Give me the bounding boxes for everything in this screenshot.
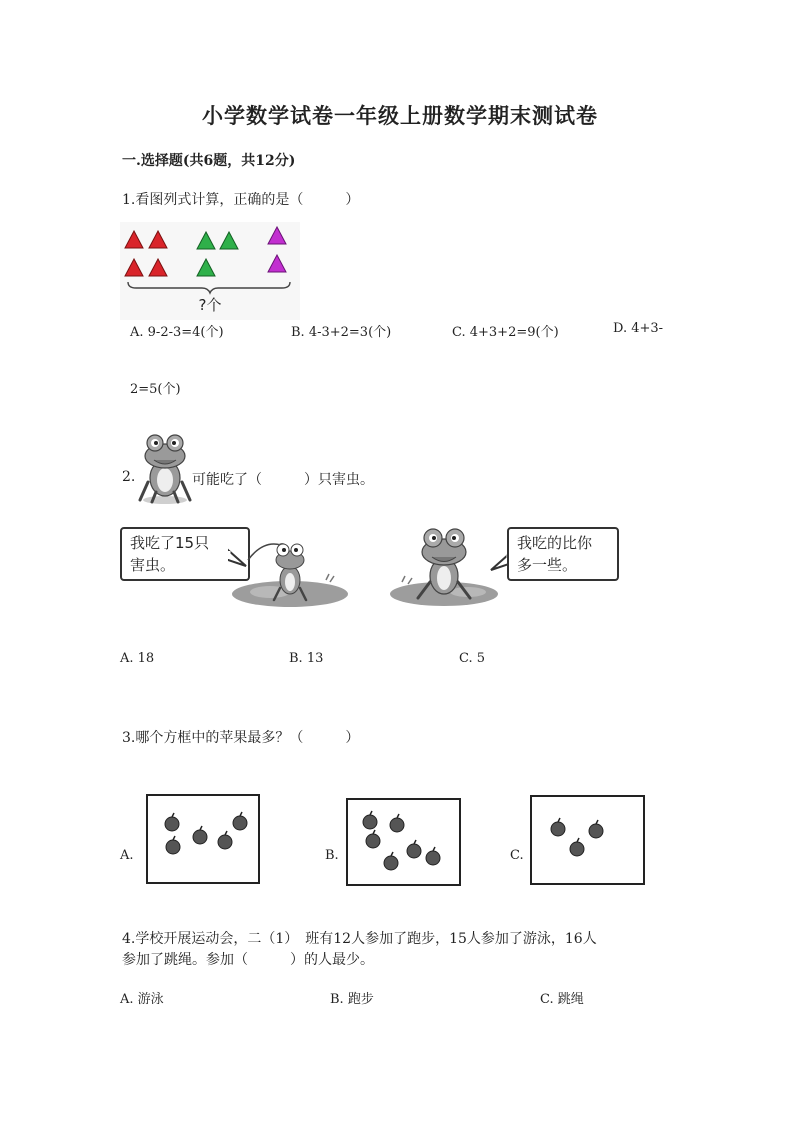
q1-option-a[interactable]: A. 9-2-3=4(个) (130, 325, 224, 340)
apple-box-a[interactable] (146, 794, 260, 884)
q4-option-a[interactable]: A. 游泳 (120, 992, 164, 1007)
apple-icon (384, 852, 398, 870)
bubble-left-line-2: 害虫。 (130, 556, 176, 574)
bubble-right-line-1: 我吃的比你 (517, 534, 593, 552)
question-3-text: 3.哪个方框中的苹果最多？（ ） (122, 730, 360, 746)
question-2-text: 可能吃了（ ）只害虫。 (192, 472, 374, 488)
q2-option-b[interactable]: B. 13 (289, 651, 324, 666)
q3-option-c-label[interactable]: C. (510, 848, 524, 863)
section-heading: 一.选择题(共6题，共12分) (122, 153, 296, 169)
question-4-line-1: 4.学校开展运动会，二（1） 班有12人参加了跑步，15人参加了游泳，16人 (122, 931, 597, 947)
page-title: 小学数学试卷一年级上册数学期末测试卷 (202, 103, 598, 128)
apples-c (532, 797, 643, 883)
apple-icon (165, 813, 179, 831)
q1-option-d-continued: 2=5(个) (130, 382, 181, 397)
triangle-figure (120, 222, 300, 320)
question-2-number: 2. (122, 469, 136, 485)
apple-icon (166, 836, 180, 854)
apples-b (348, 800, 459, 884)
small-frog-icon (230, 530, 354, 610)
figure-label: ?个 (198, 296, 222, 314)
apple-icon (366, 830, 380, 848)
apple-icon (589, 820, 603, 838)
apple-box-c[interactable] (530, 795, 645, 885)
apple-icon (233, 812, 247, 830)
bubble-right-tail (489, 552, 509, 572)
q3-option-a-label[interactable]: A. (120, 848, 134, 863)
frog-icon (134, 430, 196, 506)
apple-icon (551, 818, 565, 836)
q2-option-c[interactable]: C. 5 (459, 651, 486, 666)
q1-option-d[interactable]: D. 4+3- (613, 321, 664, 336)
bubble-right-line-2: 多一些。 (517, 556, 578, 574)
apple-icon (193, 826, 207, 844)
q1-option-c[interactable]: C. 4+3+2=9(个) (452, 325, 559, 340)
apple-icon (407, 840, 421, 858)
q4-option-b[interactable]: B. 跑步 (330, 992, 374, 1007)
q3-option-b-label[interactable]: B. (325, 848, 339, 863)
q1-option-b[interactable]: B. 4-3+2=3(个) (291, 325, 392, 340)
q4-option-c[interactable]: C. 跳绳 (540, 992, 584, 1007)
question-4-line-2: 参加了跳绳。参加（ ）的人最少。 (122, 952, 374, 968)
question-1-text: 1.看图列式计算，正确的是（ ） (122, 192, 360, 208)
bubble-left-line-1: 我吃了15只 (130, 534, 210, 552)
apple-icon (570, 838, 584, 856)
apple-icon (426, 847, 440, 865)
q2-option-a[interactable]: A. 18 (120, 651, 155, 666)
apple-box-b[interactable] (346, 798, 461, 886)
apples-a (148, 796, 258, 882)
apple-icon (218, 831, 232, 849)
big-frog-icon (388, 522, 504, 608)
speech-bubble-right (507, 527, 619, 581)
apple-icon (390, 814, 404, 832)
apple-icon (363, 811, 377, 829)
